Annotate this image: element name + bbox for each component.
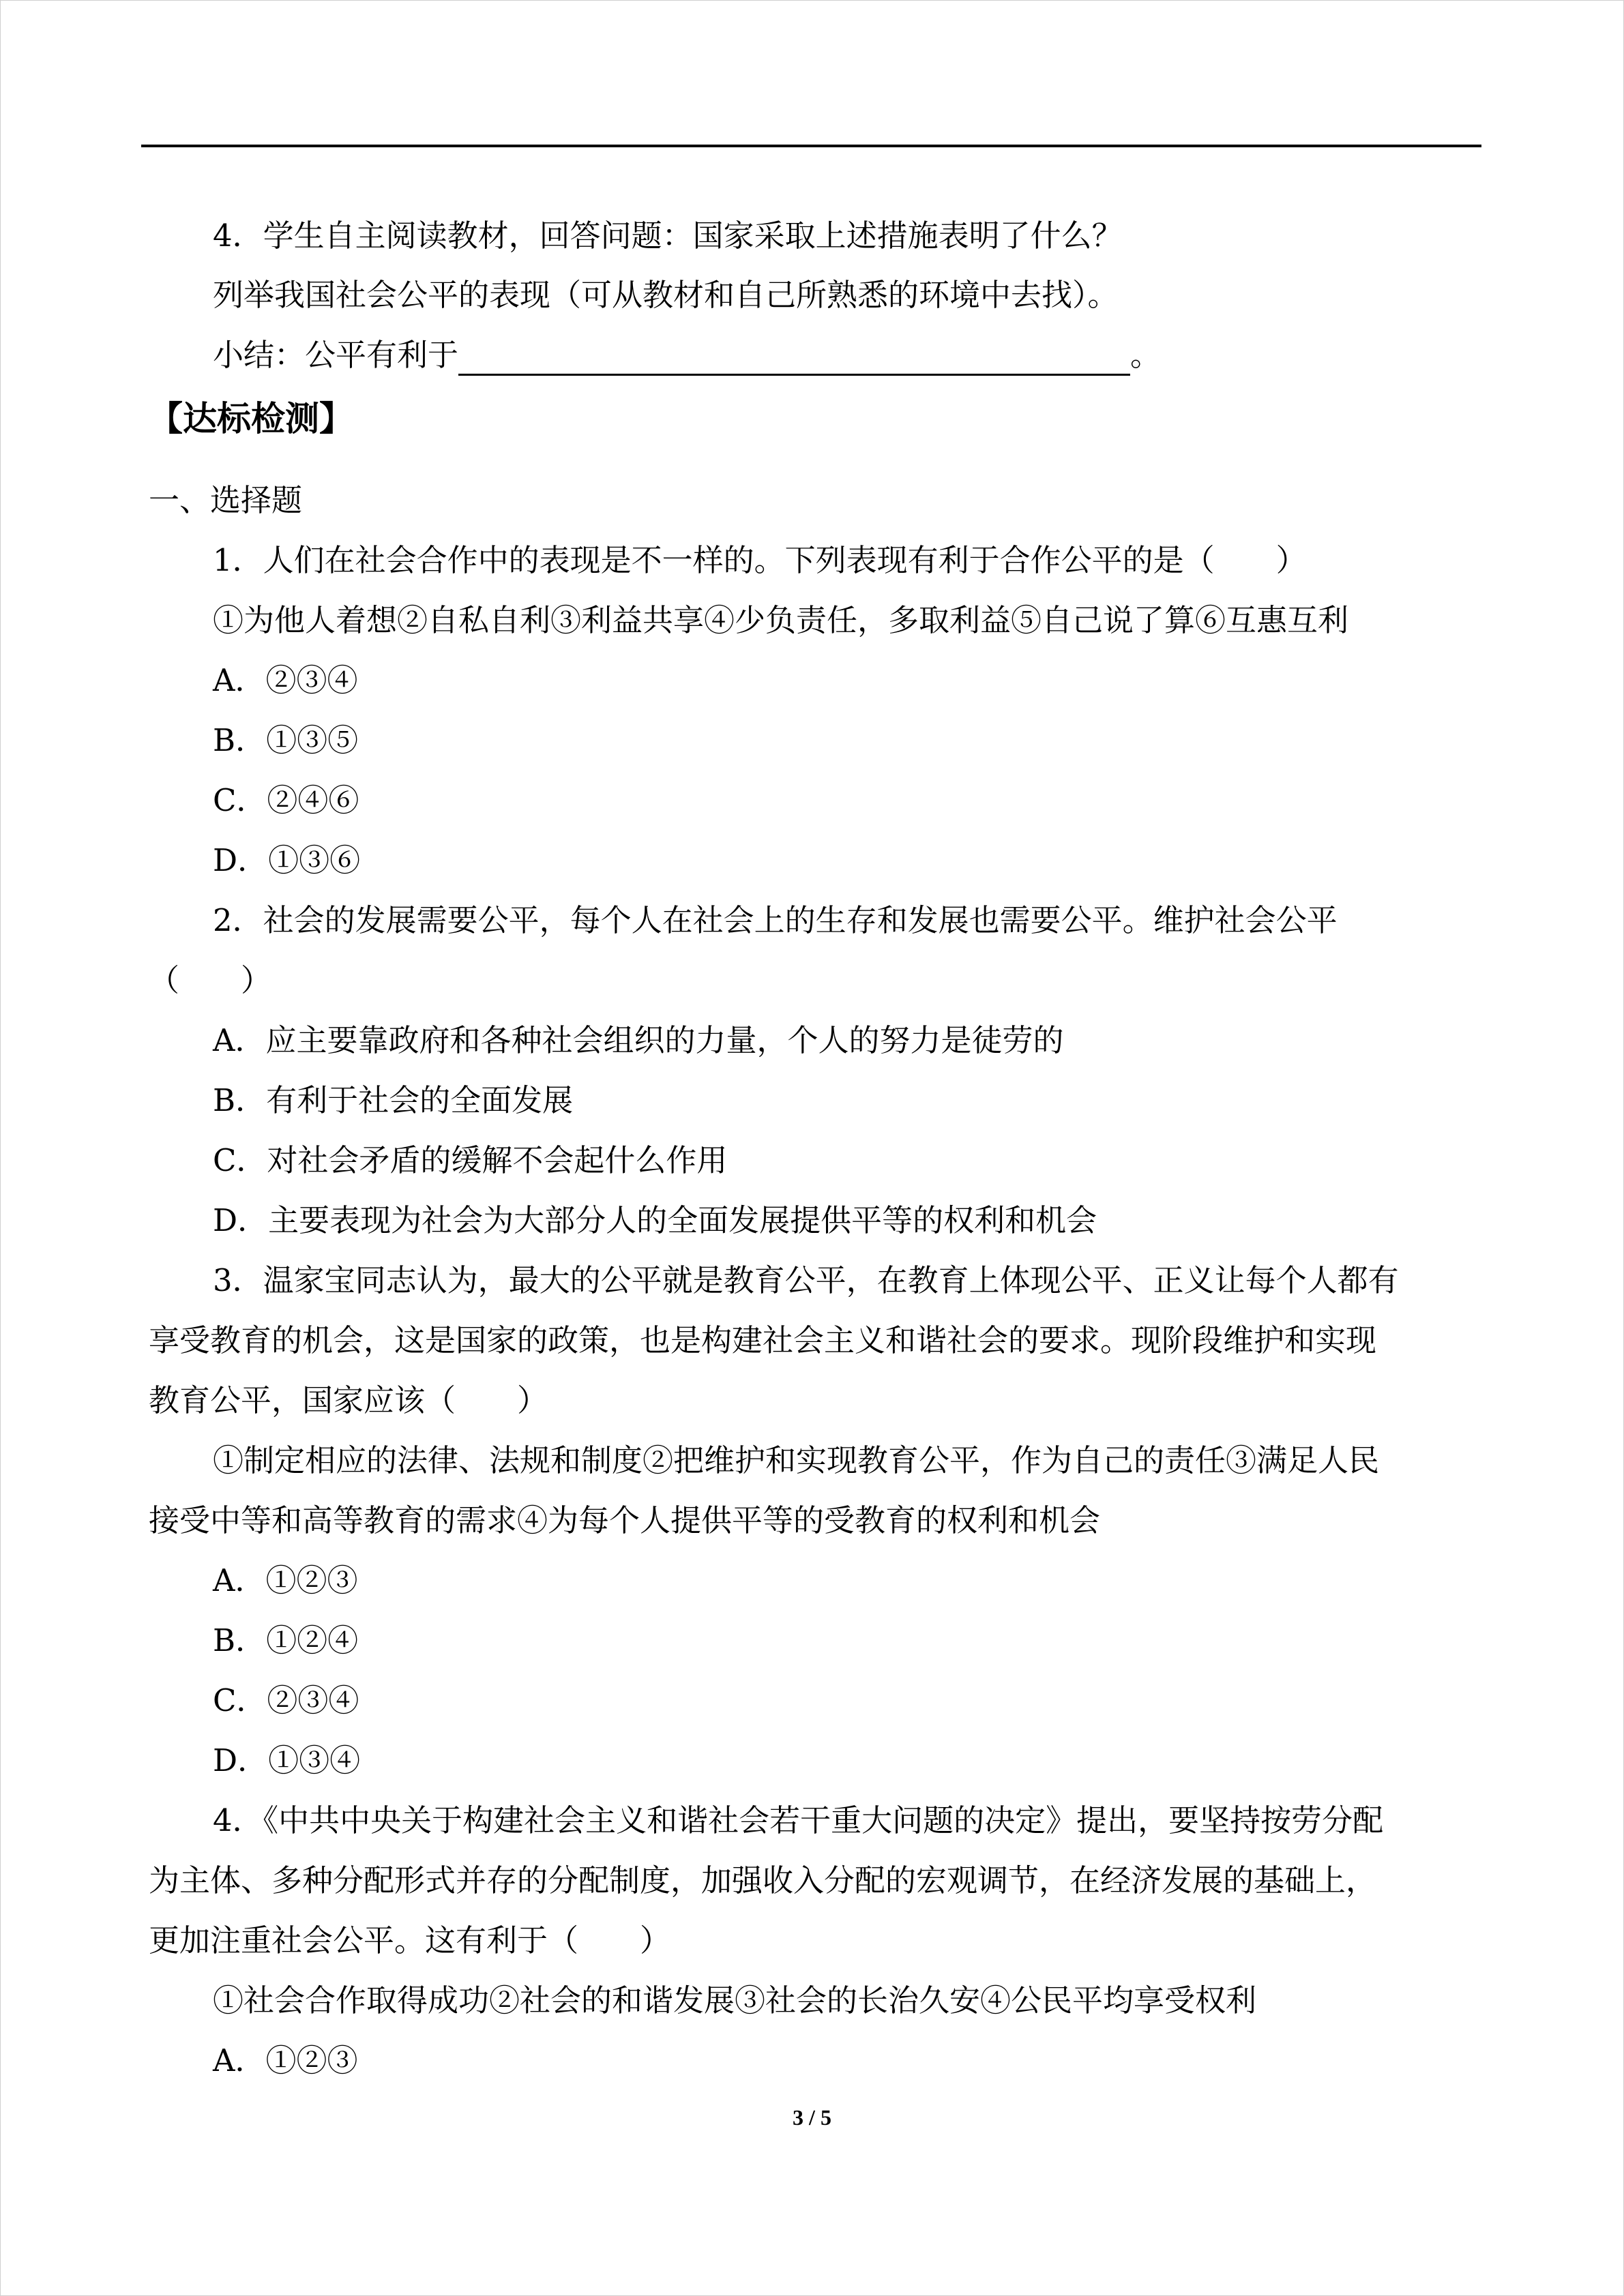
q4-option-a: A．①②③ (213, 2042, 358, 2078)
q1-option-b: B．①③⑤ (213, 722, 359, 758)
q3-option-a: A．①②③ (213, 1562, 358, 1598)
q1-option-d: D．①③⑥ (213, 842, 361, 878)
q2-stem-line2: （ ） (149, 962, 272, 998)
q2-option-c: C．对社会矛盾的缓解不会起什么作用 (213, 1142, 728, 1178)
header-rule (141, 145, 1481, 147)
part-title: 一、选择题 (149, 482, 303, 518)
q4-stem-line3: 更加注重社会公平。这有利于（ ） (149, 1922, 671, 1958)
q3-stem-line3: 教育公平，国家应该（ ） (149, 1382, 548, 1418)
q4-items: ①社会合作取得成功②社会的和谐发展③社会的长治久安④公民平均享受权利 (213, 1982, 1257, 2018)
q3-stem-line1: 3．温家宝同志认为，最大的公平就是教育公平，在教育上体现公平、正义让每个人都有 (213, 1262, 1399, 1298)
q2-option-b: B．有利于社会的全面发展 (213, 1082, 574, 1118)
q4-stem-line2: 为主体、多种分配形式并存的分配制度，加强收入分配的宏观调节，在经济发展的基础上， (149, 1862, 1377, 1898)
intro-list-examples: 列举我国社会公平的表现（可从教材和自己所熟悉的环境中去找）。 (213, 277, 1119, 313)
summary-prefix: 小结：公平有利于 (213, 337, 459, 373)
summary-suffix: 。 (1130, 337, 1162, 373)
q1-stem: 1．人们在社会合作中的表现是不一样的。下列表现有利于合作公平的是（ ） (213, 542, 1307, 578)
q1-items: ①为他人着想②自私自利③利益共享④少负责任，多取利益⑤自己说了算⑥互惠互利 (213, 602, 1349, 638)
page-number: 3 / 5 (793, 2105, 831, 2130)
q3-option-b: B．①②④ (213, 1622, 359, 1658)
q3-items-line1: ①制定相应的法律、法规和制度②把维护和实现教育公平，作为自己的责任③满足人民 (213, 1442, 1380, 1478)
summary-fill-blank[interactable] (458, 341, 1130, 376)
intro-summary (213, 335, 1161, 376)
q1-option-c: C．②④⑥ (213, 782, 359, 818)
q2-stem-line1: 2．社会的发展需要公平，每个人在社会上的生存和发展也需要公平。维护社会公平 (213, 902, 1338, 938)
intro-question-4: 4．学生自主阅读教材，回答问题：国家采取上述措施表明了什么？ (213, 218, 1123, 254)
q2-option-d: D．主要表现为社会为大部分人的全面发展提供平等的权利和机会 (213, 1202, 1097, 1238)
q3-items-line2: 接受中等和高等教育的需求④为每个人提供平等的受教育的权利和机会 (149, 1502, 1101, 1538)
section-heading: 【达标检测】 (149, 399, 353, 438)
q1-option-a: A．②③④ (213, 662, 358, 698)
q3-stem-line2: 享受教育的机会，这是国家的政策，也是构建社会主义和谐社会的要求。现阶段维护和实现 (149, 1322, 1377, 1358)
q3-option-c: C．②③④ (213, 1682, 359, 1718)
q4-stem-line1: 4．《中共中央关于构建社会主义和谐社会若干重大问题的决定》提出，要坚持按劳分配 (213, 1802, 1384, 1838)
q2-option-a: A．应主要靠政府和各种社会组织的力量，个人的努力是徒劳的 (213, 1022, 1064, 1058)
q3-option-d: D．①③④ (213, 1742, 361, 1778)
